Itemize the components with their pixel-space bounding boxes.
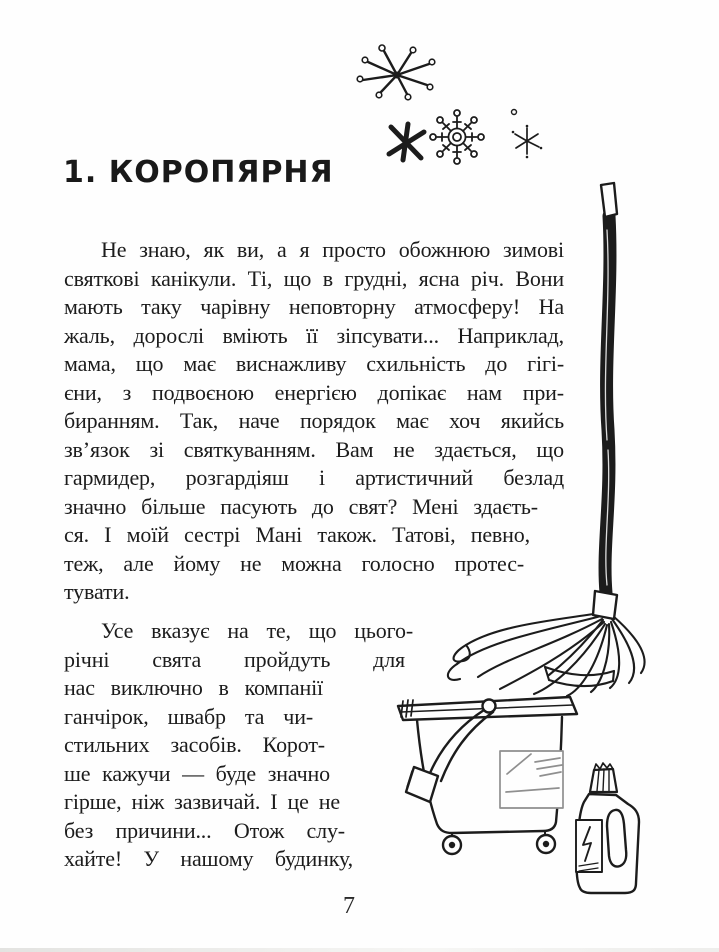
text-line: ся. І моїй сестрі Мані також. Татові, певно,	[64, 522, 530, 547]
text-line: ганчірок, швабр та чи-	[64, 703, 313, 729]
text-line: Усе вказує на те, що цього-	[101, 618, 413, 643]
text-line: значно більше пасують до свят? Мені здаєть-	[64, 493, 538, 519]
text-line: стильних засобів. Корот-	[64, 732, 325, 757]
text-line: биранням. Так, наче порядок має хоч якийсь	[64, 408, 564, 433]
paragraph-wrap	[64, 617, 413, 874]
text-line: святкові канікули. Ті, що в грудні, ясна річ. Вони	[64, 265, 564, 291]
detergent-bottle-icon	[576, 763, 639, 893]
text-line: нас виключно в компанії	[64, 675, 323, 700]
text-line: мама, що має виснажливу схильність до гігі-	[64, 351, 564, 376]
text-line: гірше, ніж зазвичай. І це не	[64, 789, 340, 814]
text-line: гармидер, розгардіяш і артистичний безлад	[64, 465, 564, 490]
page-number: 7	[343, 893, 355, 919]
text-line: без причини... Отож слу-	[64, 817, 345, 843]
text-line: зв’язок зі святкуванням. Вам не здається, що	[64, 436, 564, 462]
text-line: річні свята пройдуть для	[64, 646, 405, 672]
text-line: жаль, дорослі вміють її зіпсувати... Наприклад,	[64, 322, 564, 348]
paragraph-intro	[64, 236, 564, 607]
text-line: теж, але йому не можна голосно протес-	[64, 550, 524, 576]
text-line: мають таку чарівну неповторну атмосферу! На	[64, 294, 564, 319]
chapter-title: 1. КОРОПЯРНЯ	[63, 155, 334, 190]
text-line: єни, з подвоєною енергією допікає нам при-	[64, 379, 564, 405]
page-edge-shadow	[0, 948, 719, 952]
text-line: хайте! У нашому будинку,	[64, 846, 353, 871]
text-line: тувати.	[64, 579, 130, 604]
text-line: Не знаю, як ви, а я просто обожнюю зимові	[101, 237, 564, 262]
snowflakes-icon	[357, 45, 542, 164]
text-line: ше кажучи — буде значно	[64, 760, 330, 786]
bucket-icon	[398, 697, 577, 854]
